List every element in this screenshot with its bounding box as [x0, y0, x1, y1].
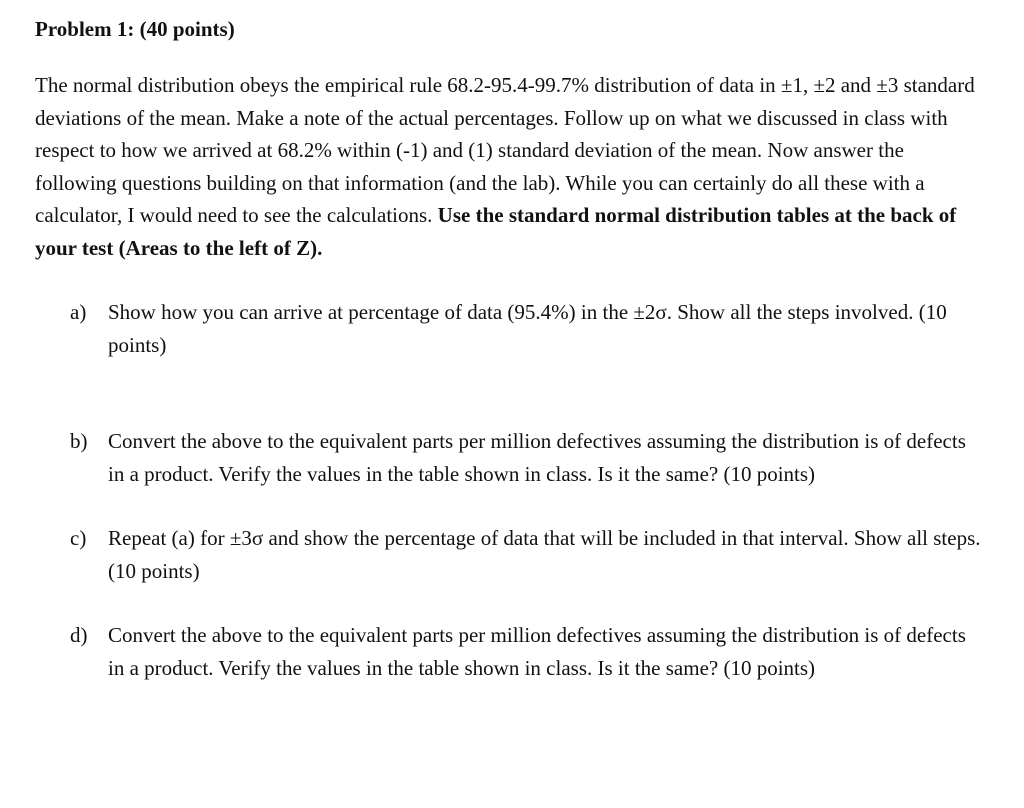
question-c [35, 522, 984, 587]
question-d-text: Convert the above to the equivalent parts per million defectives assuming the distribution is of defects in a product. Verify the values in the table shown in class. Is it the same? (10 points) [108, 623, 966, 680]
intro-text: The normal distribution obeys the empirical rule 68.2-95.4-99.7% distribution of data in ±1, ±2 and ±3 standard deviations of the mean. Make a note of the actual percentages. Follow up on what we discussed in class with respect to how we arrived at 68.2% within (-1) and (1) standard deviation of the mean. Now answer the following questions building on that information (and the lab). While you can certainly do all these with a calculator, I would need to see the calculations. [35, 73, 975, 227]
question-a-text: Show how you can arrive at percentage of data (95.4%) in the ±2σ. Show all the steps involved. (10 points) [108, 300, 947, 357]
problem-document [35, 13, 985, 684]
question-b-marker: b) [70, 429, 88, 453]
question-a-marker: a) [70, 300, 87, 324]
question-list [35, 296, 985, 684]
question-c-text: Repeat (a) for ±3σ and show the percentage of data that will be included in that interval. Show all steps. (10 points) [108, 526, 981, 583]
question-c-marker: c) [70, 526, 87, 550]
question-d [35, 619, 984, 684]
problem-intro [35, 69, 980, 264]
question-a [35, 296, 984, 361]
problem-title: Problem 1: (40 points) [35, 17, 235, 41]
question-d-marker: d) [70, 623, 88, 647]
question-b [35, 425, 984, 490]
question-b-text: Convert the above to the equivalent parts per million defectives assuming the distribution is of defects in a product. Verify the values in the table shown in class. Is it the same? (10 points) [108, 429, 966, 486]
intro-bold-instruction: Use the standard normal distribution tables at the back of your test (Areas to the left of Z). [35, 203, 957, 260]
